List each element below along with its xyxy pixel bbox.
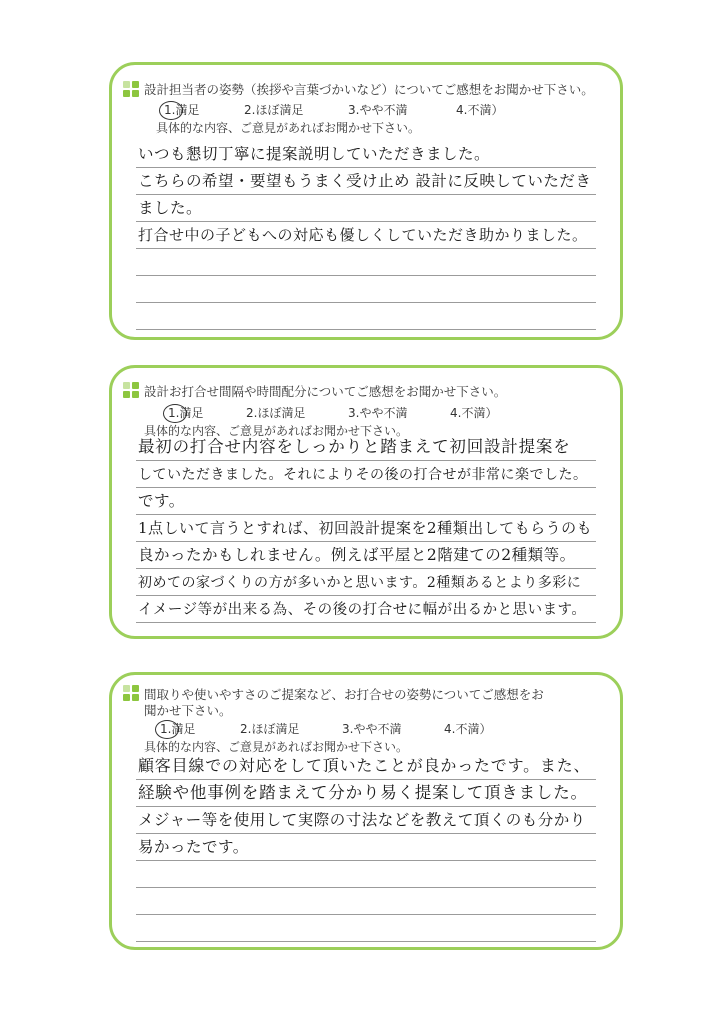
detail-prompt: 具体的な内容、ご意見があればお聞かせ下さい。 (144, 424, 409, 438)
answer-line (136, 569, 596, 596)
answer-line (136, 249, 596, 276)
answer-line (136, 168, 596, 195)
answer-text: イメージ等が出来る為、その後の打合せに幅が出るかと思います。 (138, 602, 587, 618)
answer-text: です。 (138, 492, 185, 510)
option-dissatisfied[interactable]: 4.不満） (450, 406, 498, 420)
answer-line (136, 461, 596, 488)
rating-options (160, 404, 520, 420)
rating-options (156, 101, 516, 117)
option-mostly-satisfied[interactable]: 2.ほぼ満足 (244, 103, 304, 117)
answer-line (136, 542, 596, 569)
answer-area (136, 141, 596, 330)
answer-line (136, 141, 596, 168)
option-mostly-satisfied[interactable]: 2.ほぼ満足 (246, 406, 306, 420)
detail-prompt: 具体的な内容、ご意見があればお聞かせ下さい。 (144, 740, 409, 754)
option-somewhat-dissatisfied[interactable]: 3.やや不満 (348, 103, 408, 117)
survey-card-1 (109, 62, 623, 340)
leaf-logo-icon (123, 685, 141, 703)
leaf-logo-icon (123, 382, 141, 400)
answer-text: 最初の打合せ内容をしっかりと踏まえて初回設計提案を (138, 437, 571, 456)
answer-text: 打合せ中の子どもへの対応も優しくしていただき助かりました。 (138, 226, 588, 244)
answer-text: していただきました。それによりその後の打合せが非常に楽でした。 (138, 467, 588, 483)
answer-text: いつも懇切丁寧に提案説明していただきました。 (138, 145, 491, 163)
question-text: 間取りや使いやすさのご提案など、お打合せの姿勢についてご感想をお聞かせ下さい。 (144, 687, 544, 718)
answer-line (136, 915, 596, 942)
selected-circle-mark (159, 101, 183, 120)
answer-line (136, 195, 596, 222)
answer-line (136, 222, 596, 249)
answer-line (136, 276, 596, 303)
option-dissatisfied[interactable]: 4.不満） (456, 103, 504, 117)
option-dissatisfied[interactable]: 4.不満） (444, 722, 492, 736)
answer-line (136, 888, 596, 915)
answer-text: 易かったです。 (138, 838, 249, 856)
question-text: 設計お打合せ間隔や時間配分についてご感想をお聞かせ下さい。 (144, 384, 507, 399)
answer-line (136, 780, 596, 807)
answer-line (136, 303, 596, 330)
answer-text: こちらの希望・要望もうまく受け止め 設計に反映していただき (138, 172, 592, 190)
option-satisfied[interactable]: 1.満足 (164, 103, 200, 117)
rating-options (152, 720, 512, 736)
answer-line (136, 753, 596, 780)
selected-circle-mark (155, 720, 179, 739)
answer-text: ました。 (138, 199, 203, 217)
answer-text: メジャー等を使用して実際の寸法などを教えて頂くのも分かり (138, 811, 586, 829)
detail-prompt: 具体的な内容、ご意見があればお聞かせ下さい。 (156, 121, 421, 135)
answer-line (136, 807, 596, 834)
answer-text: 初めての家づくりの方が多いかと思います。2種類あるとより多彩に (138, 575, 582, 591)
survey-card-2 (109, 365, 623, 639)
option-satisfied[interactable]: 1.満足 (168, 406, 204, 420)
answer-line (136, 434, 596, 461)
answer-line (136, 488, 596, 515)
answer-line (136, 515, 596, 542)
answer-text: 良かったかもしれません。例えば平屋と2階建ての2種類等。 (138, 546, 576, 564)
survey-card-3 (109, 672, 623, 950)
answer-line (136, 861, 596, 888)
answer-area (136, 753, 596, 942)
option-somewhat-dissatisfied[interactable]: 3.やや不満 (342, 722, 402, 736)
answer-text: 顧客目線での対応をして頂いたことが良かったです。また、 (138, 756, 591, 775)
question-text: 設計担当者の姿勢（挨拶や言葉づかいなど）についてご感想をお聞かせ下さい。 (144, 82, 594, 97)
answer-area (136, 434, 596, 623)
option-somewhat-dissatisfied[interactable]: 3.やや不満 (348, 406, 408, 420)
selected-circle-mark (163, 404, 187, 423)
answer-line (136, 834, 596, 861)
answer-line (136, 596, 596, 623)
answer-text: 経験や他事例を踏まえて分かり易く提案して頂きました。 (138, 783, 588, 802)
option-mostly-satisfied[interactable]: 2.ほぼ満足 (240, 722, 300, 736)
option-satisfied[interactable]: 1.満足 (160, 722, 196, 736)
answer-text: 1点しいて言うとすれば、初回設計提案を2種類出してもらうのも (138, 519, 593, 537)
leaf-logo-icon (123, 81, 141, 99)
